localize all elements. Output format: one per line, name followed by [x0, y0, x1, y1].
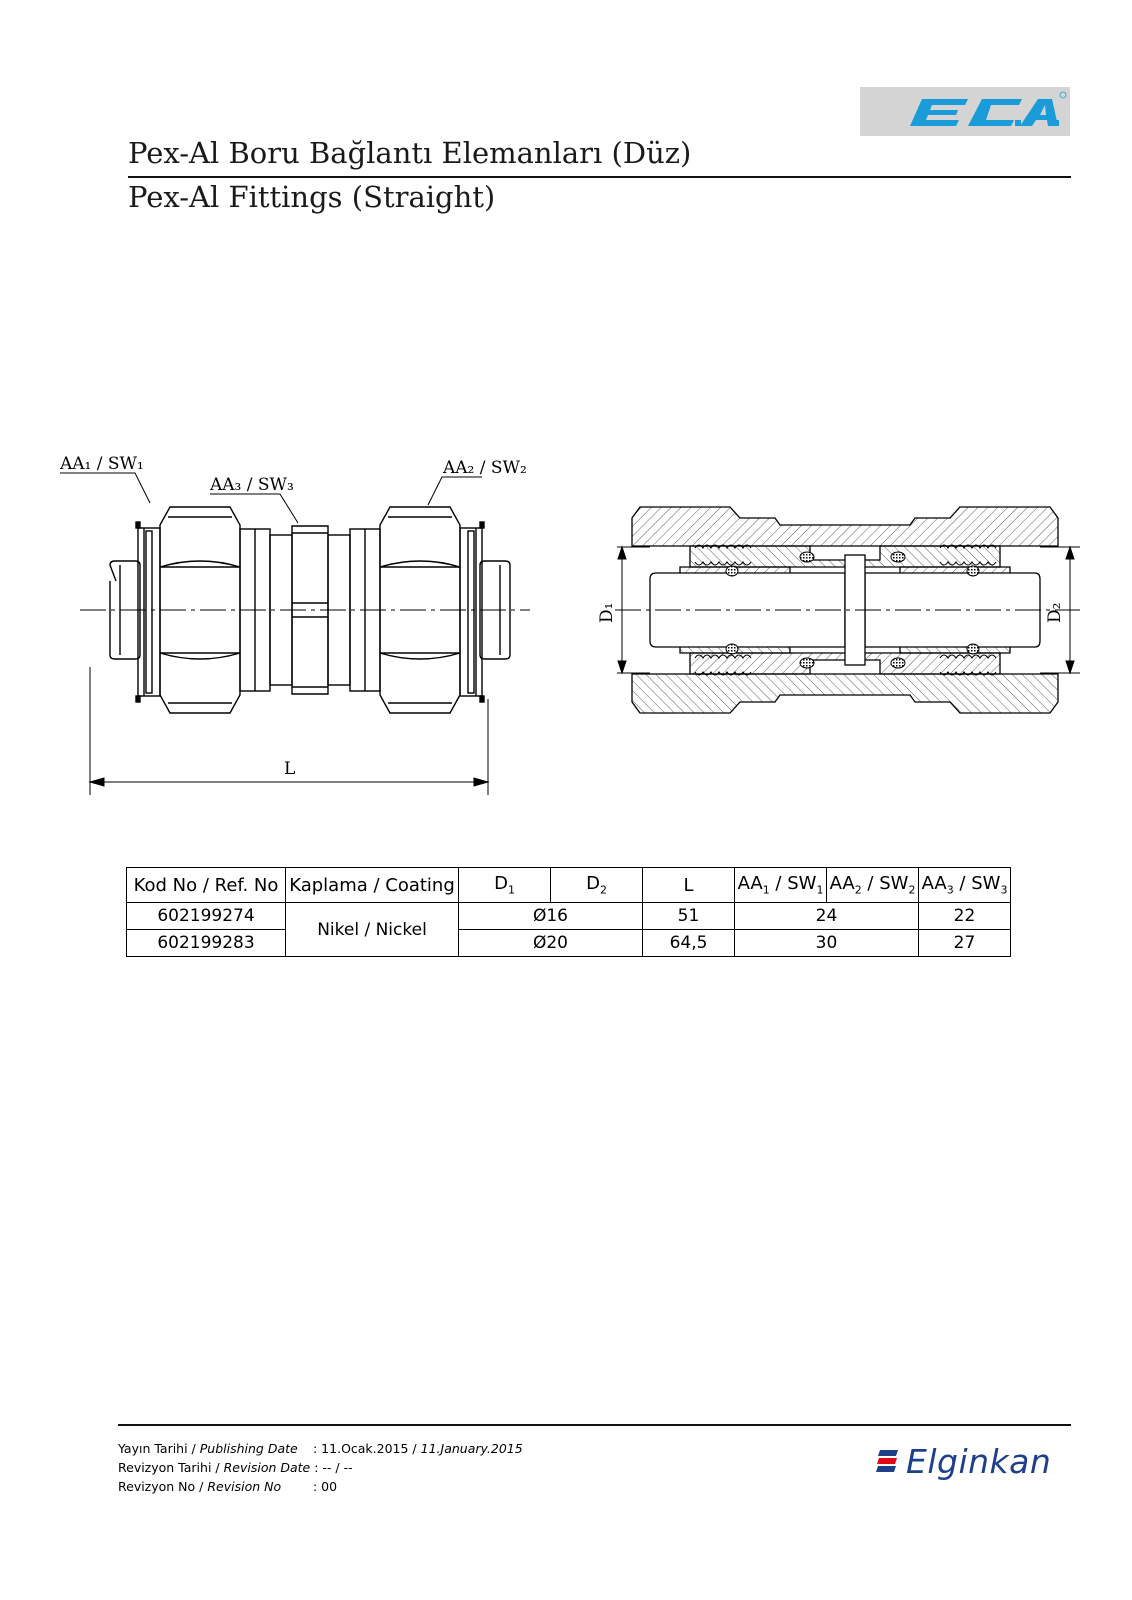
cell-aa12: 30 — [735, 930, 919, 957]
length-label: L — [284, 759, 296, 779]
col-header-coating: Kaplama / Coating — [286, 868, 459, 903]
col-header-aa1: $AA_1 / SW_1$ — [735, 868, 827, 903]
col-header-aa3: $AA_3 / SW_3$ — [919, 868, 1011, 903]
cell-code: 602199274 — [127, 903, 286, 930]
elginkan-mark-icon — [876, 1448, 898, 1474]
revision-no-row: Revizyon No / Revision No : 00 — [118, 1479, 338, 1494]
cell-coating: Nikel / Nickel — [286, 903, 459, 957]
specification-table — [126, 867, 1011, 957]
cell-aa3: 22 — [919, 903, 1011, 930]
cell-diameter: Ø20 — [459, 930, 643, 957]
col-header-aa2: $AA_2 / SW_2$ — [827, 868, 919, 903]
footer-info — [118, 1439, 523, 1496]
footer-divider — [118, 1424, 1071, 1426]
page-title-en: Pex-Al Fittings (Straight) — [128, 180, 496, 214]
col-header-code: Kod No / Ref. No — [127, 868, 286, 903]
aa1-label: AA₁ / SW₁ — [60, 455, 144, 474]
cell-length: 64,5 — [643, 930, 735, 957]
aa2-label: AA₂ / SW₂ — [443, 458, 527, 478]
col-header-l: L — [643, 868, 735, 903]
cell-aa3: 27 — [919, 930, 1011, 957]
elginkan-logo — [876, 1436, 1051, 1486]
table-row — [127, 930, 1011, 957]
eca-logo — [860, 87, 1070, 136]
aa3-label: AA₃ / SW₃ — [210, 475, 294, 495]
publishing-date-row: Yayın Tarihi / Publishing Date : 11.Ocak.2015 / 11.January.2015 — [118, 1441, 523, 1456]
table-row — [127, 903, 1011, 930]
cell-length: 51 — [643, 903, 735, 930]
d2-label: D₂ — [1045, 602, 1065, 623]
revision-date-row: Revizyon Tarihi / Revision Date : -- / -- — [118, 1460, 353, 1475]
brand-name: Elginkan — [906, 1441, 1052, 1481]
title-divider — [128, 176, 1071, 178]
cell-code: 602199283 — [127, 930, 286, 957]
page-title-tr: Pex-Al Boru Bağlantı Elemanları (Düz) — [128, 136, 692, 170]
cell-aa12: 24 — [735, 903, 919, 930]
table-header-row — [127, 868, 1011, 903]
d1-label: D₁ — [597, 602, 617, 623]
fitting-drawing — [50, 455, 1080, 815]
cell-diameter: Ø16 — [459, 903, 643, 930]
col-header-d1: $D_1$ — [459, 868, 551, 903]
col-header-d2: $D_2$ — [551, 868, 643, 903]
